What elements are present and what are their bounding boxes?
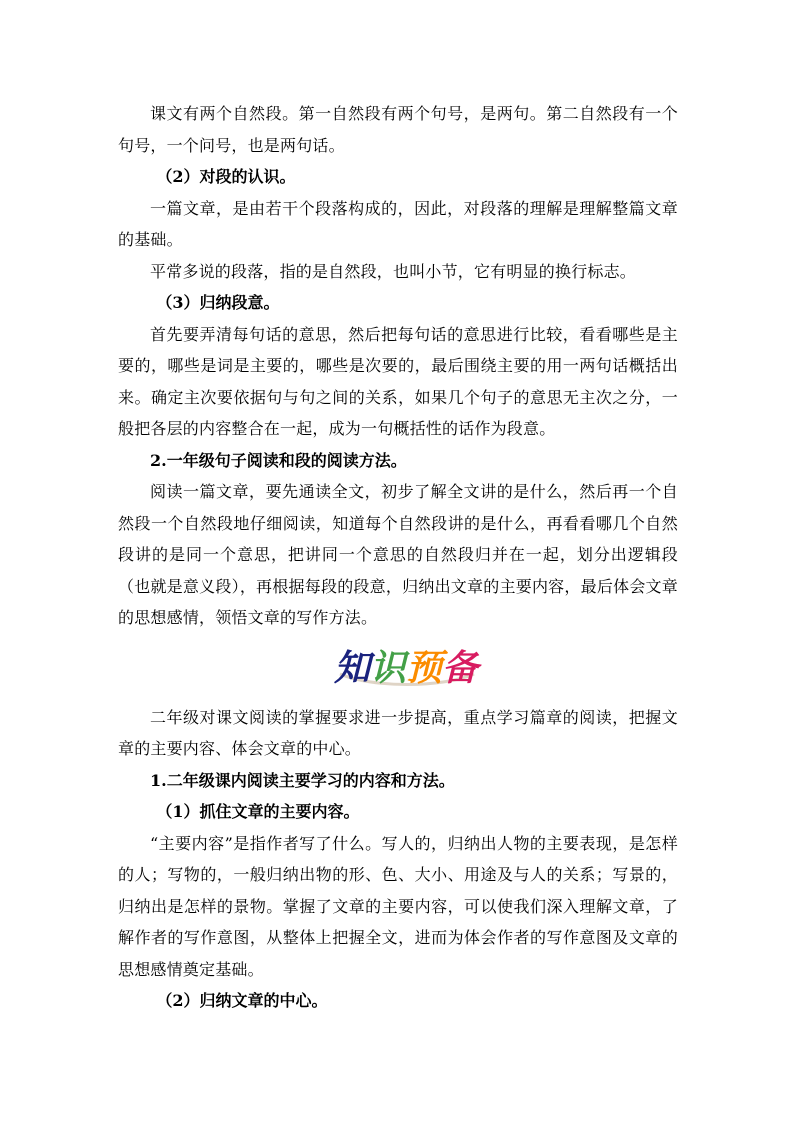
paragraph-reading-method: 阅读一篇文章，要先通读全文，初步了解全文讲的是什么，然后再一个自然段一个自然段地仔细阅读，知道每个自然段讲的是什么，再看看哪几个自然段讲的是同一个意思，把讲同一个意思的自然段归并在一起，划分出逻辑段（也就是意义段），再根据每段的段意，归纳出文章的主要内容，最后体会文章的思想感情，领悟文章的写作方法。 (118, 482, 678, 627)
document-page (118, 98, 678, 1017)
banner-char-4: 备 (442, 646, 479, 689)
heading-central-idea: （2）归纳文章的中心。 (156, 991, 328, 1010)
paragraph-article-structure: 一篇文章，是由若干个段落构成的，因此，对段落的理解是理解整篇文章的基础。 (118, 198, 678, 249)
paragraph-summary-method: 首先要弄清每句话的意思，然后把每句话的意思进行比较，看看哪些是主要的，哪些是词是主要的，哪些是次要的，最后围绕主要的用一两句话概括出来。确定主次要依据句与句之间的关系，如果几个句子的意思无主次之分，一般把各层的内容整合在一起，成为一句概括性的话作为段意。 (118, 324, 678, 438)
banner-char-1: 知 (334, 646, 371, 689)
heading-paragraph-understanding: （2）对段的认识。 (156, 167, 296, 186)
paragraph-natural-paragraph: 平常多说的段落，指的是自然段，也叫小节，它有明显的换行标志。 (150, 261, 637, 281)
paragraph-grade2-requirements: 二年级对课文阅读的掌握要求进一步提高，重点学习篇章的阅读，把握文章的主要内容、体会文章的中心。 (118, 707, 678, 758)
heading-main-content: （1）抓住文章的主要内容。 (156, 802, 360, 821)
heading-grade1-method: 2.一年级句子阅读和段的阅读方法。 (150, 450, 407, 470)
heading-summarize-paragraph: （3）归纳段意。 (156, 293, 280, 312)
knowledge-banner-art (332, 644, 482, 694)
banner-char-3: 预 (406, 646, 443, 689)
heading-grade2-method: 1.二年级课内阅读主要学习的内容和方法。 (150, 770, 455, 790)
paragraph-main-content: “主要内容”是指作者写了什么。写人的，归纳出人物的主要表现，是怎样的人；写物的，一般归纳出物的形、色、大小、用途及与人的关系；写景的，归纳出是怎样的景物。掌握了文章的主要内容，可以使我们深入理解文章，了解作者的写作意图，从整体上把握全文，进而为体会作者的写作意图及文章的思想感情奠定基础。 (118, 833, 678, 979)
knowledge-banner (118, 644, 678, 702)
paragraph-sentence-count: 课文有两个自然段。第一自然段有两个句号，是两句。第二自然段有一个句号，一个问号，也是两句话。 (118, 104, 678, 155)
banner-char-2: 识 (370, 646, 407, 689)
